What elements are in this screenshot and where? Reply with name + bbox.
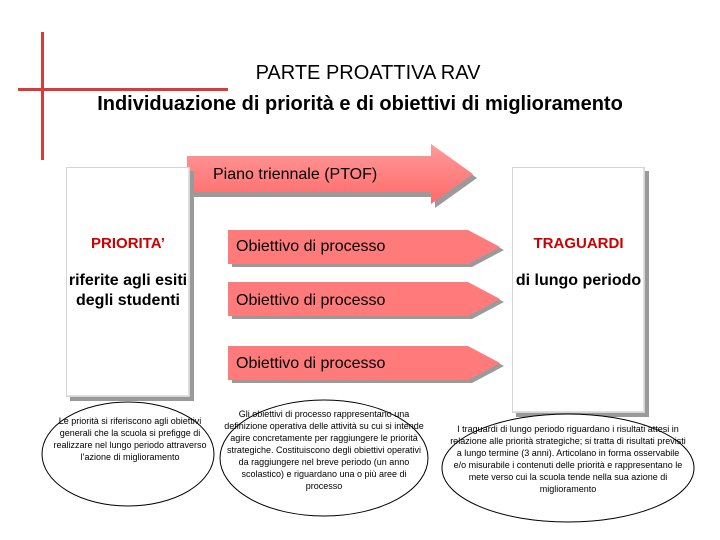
traguardi-title: TRAGUARDI xyxy=(533,235,624,252)
traguardi-subtitle: di lungo periodo xyxy=(515,272,642,289)
traguardi-description: I traguardi di lungo periodo riguardano i risultati attesi in relazione alle priorità strategiche; si tratta di risultati previsti a lungo termine (3 anni). Articolano in forma osservabile e/o misurabile i contenuti delle priorità e rappresentano le mete verso cui la scuola tende nella sua azione di miglioramento xyxy=(450,424,686,494)
objective-label: Obiettivo di processo xyxy=(236,292,386,309)
obiettivi-description: Gli obiettivi di processo rappresentano una definizione operativa delle attività su cui si intende agire concretamente per raggiungere le priorità strategiche. Costituiscono degli obiettivi operativi da raggiungere nel breve periodo (un anno scolastico) e riguardano una o più aree di processo xyxy=(224,409,424,491)
objective-label: Obiettivo di processo xyxy=(236,238,386,255)
ptof-label: Piano triennale (PTOF) xyxy=(213,166,378,183)
decorative-horizontal-line xyxy=(18,88,228,91)
priorita-subtitle: riferite agli esiti degli studenti xyxy=(68,272,188,309)
page-subtitle: Individuazione di priorità e di obiettivi di miglioramento xyxy=(97,93,623,115)
objective-label: Obiettivo di processo xyxy=(236,355,386,372)
page-title: PARTE PROATTIVA RAV xyxy=(255,62,481,84)
priorita-description: Le priorità si riferiscono agli obiettivi generali che la scuola si prefigge di realizzare nel lungo periodo attraverso l’azione di miglioramento xyxy=(53,416,207,462)
priorita-title: PRIORITA’ xyxy=(91,235,165,252)
